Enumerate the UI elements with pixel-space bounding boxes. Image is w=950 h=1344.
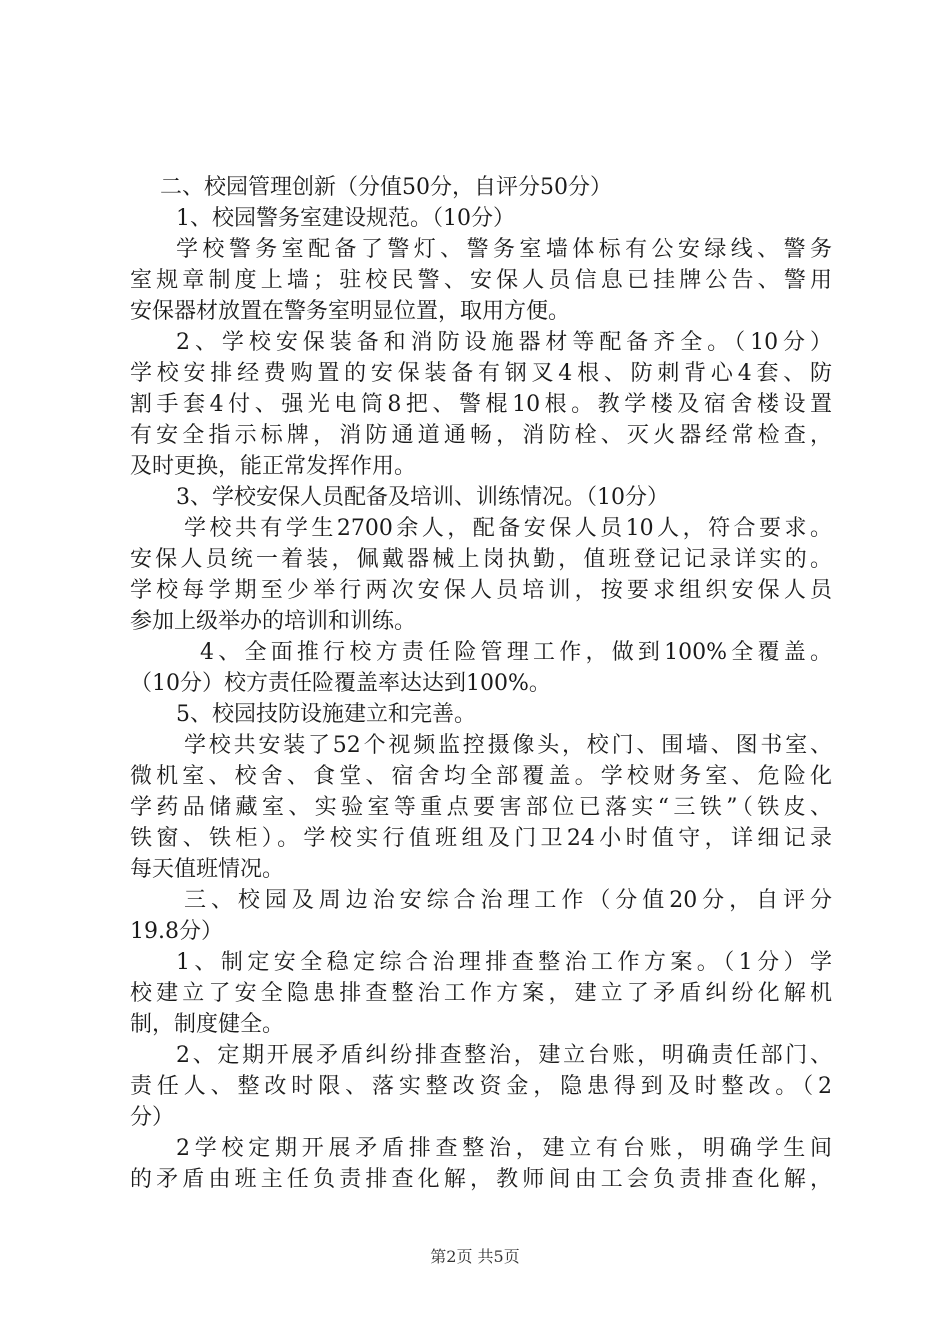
text-line: 有安全指示标牌，消防通道通畅，消防栓、灭火器经常检查， (130, 423, 832, 448)
text-line: 学校安排经费购置的安保装备有钢叉4根、防刺背心4套、防 (130, 361, 832, 386)
text-line: （10分）校方责任险覆盖率达达到100%。 (130, 671, 551, 696)
text-line: 每天值班情况。 (130, 857, 285, 882)
text-line: 校建立了安全隐患排查整治工作方案，建立了矛盾纠纷化解机 (130, 981, 832, 1006)
text-line: 参加上级举办的培训和训练。 (130, 609, 417, 634)
text-line: 1、校园警务室建设规范。（10分） (176, 206, 515, 231)
text-line: 2学校定期开展矛盾排查整治，建立有台账，明确学生间 (176, 1136, 832, 1161)
text-line: 铁窗、铁柜）。学校实行值班组及门卫24小时值守，详细记录 (130, 826, 832, 851)
page-footer: 第2页 共5页 (430, 1247, 520, 1266)
text-line: 微机室、校舍、食堂、宿舍均全部覆盖。学校财务室、危险化 (130, 764, 832, 789)
text-line: 及时更换，能正常发挥作用。 (130, 454, 417, 479)
text-line: 室规章制度上墙；驻校民警、安保人员信息已挂牌公告、警用 (130, 268, 832, 293)
text-line: 学校警务室配备了警灯、警务室墙体标有公安绿线、警务 (176, 237, 832, 262)
text-line: 2、学校安保装备和消防设施器材等配备齐全。（10分） (176, 330, 832, 355)
text-line: 学校每学期至少举行两次安保人员培训，按要求组织安保人员 (130, 578, 832, 603)
text-line: 学校共有学生2700余人，配备安保人员10人，符合要求。 (184, 516, 832, 541)
document-body (130, 172, 832, 1195)
text-line: 三、校园及周边治安综合治理工作（分值20分，自评分 (184, 888, 832, 913)
text-line: 5、校园技防设施建立和完善。 (176, 702, 476, 727)
text-line: 制，制度健全。 (130, 1012, 285, 1037)
text-line: 学校共安装了52个视频监控摄像头，校门、围墙、图书室、 (184, 733, 832, 758)
text-line: 1、制定安全稳定综合治理排查整治工作方案。（1分）学 (176, 950, 832, 975)
text-line: 3、学校安保人员配备及培训、训练情况。（10分） (176, 485, 669, 510)
text-line: 责任人、整改时限、落实整改资金，隐患得到及时整改。（2 (130, 1074, 832, 1099)
text-line: 分） (130, 1105, 175, 1130)
text-line: 二、校园管理创新（分值50分，自评分50分） (160, 175, 612, 200)
text-line: 4、全面推行校方责任险管理工作，做到100%全覆盖。 (200, 640, 832, 665)
text-line: 的矛盾由班主任负责排查化解，教师间由工会负责排查化解， (130, 1167, 832, 1192)
text-line: 学药品储藏室、实验室等重点要害部位已落实“三铁”（铁皮、 (130, 795, 832, 820)
text-line: 安保器材放置在警务室明显位置，取用方便。 (130, 299, 571, 324)
text-line: 安保人员统一着装，佩戴器械上岗执勤，值班登记记录详实的。 (130, 547, 832, 572)
text-line: 2、定期开展矛盾纠纷排查整治，建立台账，明确责任部门、 (176, 1043, 832, 1068)
text-line: 19.8分） (130, 919, 223, 944)
text-line: 割手套4付、强光电筒8把、警棍10根。教学楼及宿舍楼设置 (130, 392, 832, 417)
